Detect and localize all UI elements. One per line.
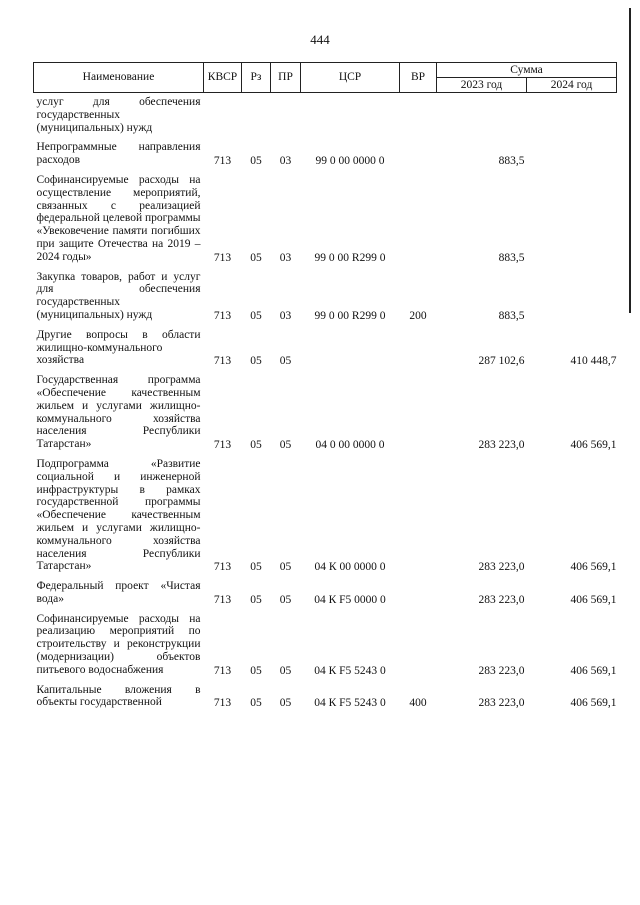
header-sum: Сумма: [437, 63, 617, 78]
table-row: [34, 455, 617, 577]
row-vr: 400: [409, 697, 427, 710]
table-row: [34, 268, 617, 326]
header-2023: 2023 год: [437, 78, 527, 93]
page-number: 444: [310, 32, 330, 47]
row-csr: 04 К F5 0000 0: [314, 593, 386, 606]
row-amount-2024: 406 569,1: [570, 561, 617, 574]
row-rz: 05: [250, 154, 262, 167]
header-kvsr: КВСР: [204, 63, 242, 93]
row-csr: 04 К 00 0000 0: [314, 561, 386, 574]
row-kvsr: 713: [213, 697, 232, 710]
row-name: услуг для обеспечения государственных (муниципальных) нужд: [36, 96, 201, 134]
row-rz: 05: [250, 697, 262, 710]
table-row: [34, 93, 617, 139]
row-name: Непрограммные направления расходов: [36, 141, 201, 167]
budget-table: [33, 62, 617, 713]
row-amount-2023: [437, 93, 527, 139]
row-pr: 05: [279, 697, 292, 710]
row-csr: 99 0 00 R299 0: [314, 309, 386, 322]
header-name: Наименование: [34, 63, 204, 93]
row-pr: 05: [279, 438, 292, 451]
row-name: Подпрограмма «Развитие социальной и инженерной инфраструктуры в рамках государственной программы «Обеспечение качественным жильем и услугами жилищно-коммунального хозяйства населения Республики Татарстан»: [36, 457, 201, 573]
row-pr: 05: [279, 664, 292, 677]
header-csr: ЦСР: [301, 63, 400, 93]
table-row: [34, 371, 617, 455]
row-vr: [400, 610, 437, 681]
row-amount-2024: 406 569,1: [570, 664, 617, 677]
row-kvsr: 713: [213, 251, 232, 264]
row-amount-2023: 883,5: [498, 154, 525, 167]
row-name: Закупка товаров, работ и услуг для обеспечения государственных (муниципальных) нужд: [36, 270, 201, 321]
row-vr: [400, 326, 437, 371]
row-vr: [400, 171, 437, 268]
row-kvsr: 713: [213, 154, 232, 167]
row-csr: 04 0 00 0000 0: [315, 438, 385, 451]
row-amount-2023: 883,5: [498, 251, 525, 264]
row-csr: 99 0 00 0000 0: [315, 154, 385, 167]
row-name: Софинансируемые расходы на осуществление мероприятий, связанных с реализацией федеральной целевой программы «Увековечение памяти погибших при защите Отечества на 2019 – 2024 годы»: [36, 173, 201, 263]
table-body: [34, 93, 617, 714]
row-kvsr: 713: [213, 561, 232, 574]
row-vr: [400, 93, 437, 139]
table-row: [34, 610, 617, 681]
row-amount-2024: 410 448,7: [570, 355, 617, 368]
row-rz: 05: [250, 593, 262, 606]
row-amount-2023: 283 223,0: [478, 438, 525, 451]
row-amount-2024: [527, 268, 617, 326]
row-kvsr: 713: [213, 593, 232, 606]
row-amount-2024: [527, 138, 617, 171]
row-rz: 05: [250, 355, 262, 368]
row-rz: [242, 93, 271, 139]
table-row: [34, 138, 617, 171]
row-name: Софинансируемые расходы на реализацию мероприятий по строительству и реконструкции (модернизации) объектов питьевого водоснабжения: [36, 612, 201, 676]
header-rz: Рз: [242, 63, 271, 93]
row-kvsr: [204, 93, 242, 139]
table-row: [34, 171, 617, 268]
row-amount-2024: [527, 93, 617, 139]
row-csr: 04 К F5 5243 0: [314, 697, 386, 710]
row-vr: 200: [409, 309, 427, 322]
row-rz: 05: [250, 438, 262, 451]
row-rz: 05: [250, 664, 262, 677]
row-vr: [400, 371, 437, 455]
row-kvsr: 713: [213, 664, 232, 677]
row-vr: [400, 577, 437, 610]
table-row: [34, 326, 617, 371]
row-pr: 05: [279, 561, 292, 574]
row-amount-2023: 883,5: [498, 309, 525, 322]
row-pr: 05: [279, 593, 292, 606]
row-name: Государственная программа «Обеспечение качественным жильем и услугами жилищно-коммунального хозяйства населения Республики Татарстан»: [36, 374, 201, 451]
row-csr: [301, 93, 400, 139]
row-amount-2024: [527, 171, 617, 268]
row-name: Капитальные вложения в объекты государственной: [36, 683, 201, 709]
header-2024: 2024 год: [527, 78, 617, 93]
row-amount-2024: 406 569,1: [570, 593, 617, 606]
row-name: Другие вопросы в области жилищно-коммунального хозяйства: [36, 328, 201, 367]
row-rz: 05: [250, 561, 262, 574]
row-kvsr: 713: [213, 309, 232, 322]
row-amount-2024: 406 569,1: [570, 697, 617, 710]
table-row: [34, 577, 617, 610]
row-amount-2023: 283 223,0: [478, 697, 525, 710]
scan-edge-line: [629, 8, 631, 313]
row-rz: 05: [250, 309, 262, 322]
row-pr: 05: [279, 355, 292, 368]
row-amount-2023: 287 102,6: [478, 355, 525, 368]
row-kvsr: 713: [213, 355, 232, 368]
row-amount-2023: 283 223,0: [478, 593, 525, 606]
header-vr: ВР: [400, 63, 437, 93]
row-vr: [400, 138, 437, 171]
row-amount-2023: 283 223,0: [478, 664, 525, 677]
row-vr: [400, 455, 437, 577]
row-pr: [271, 93, 301, 139]
row-amount-2024: 406 569,1: [570, 438, 617, 451]
row-csr: 04 К F5 5243 0: [314, 664, 386, 677]
row-pr: 03: [279, 309, 292, 322]
row-amount-2023: 283 223,0: [478, 561, 525, 574]
header-pr: ПР: [271, 63, 301, 93]
row-csr: [301, 326, 400, 371]
row-kvsr: 713: [213, 438, 232, 451]
row-name: Федеральный проект «Чистая вода»: [36, 580, 201, 605]
row-pr: 03: [279, 251, 292, 264]
row-csr: 99 0 00 R299 0: [314, 251, 386, 264]
table-header: [34, 63, 617, 93]
row-rz: 05: [250, 251, 262, 264]
table-row: [34, 681, 617, 714]
row-pr: 03: [279, 154, 292, 167]
